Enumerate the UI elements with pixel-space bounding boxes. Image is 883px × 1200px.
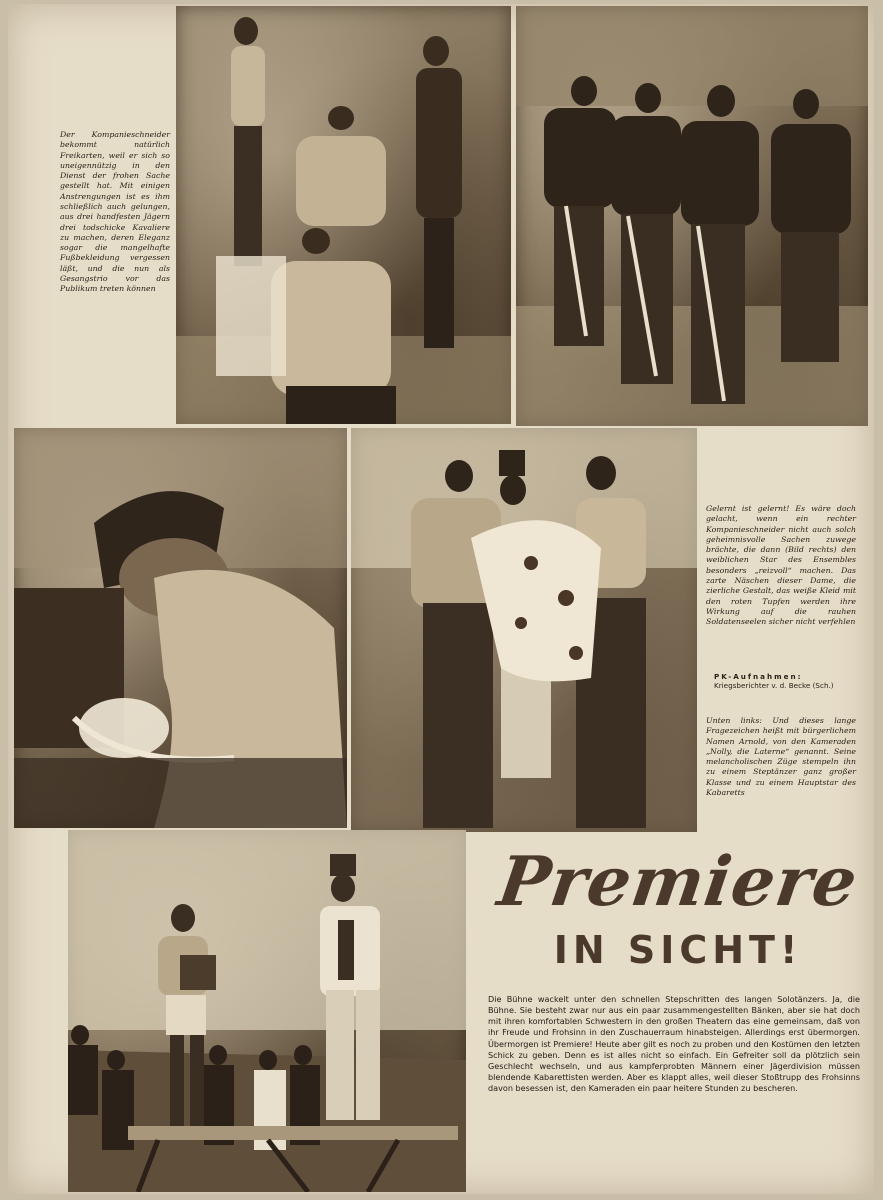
headline-in-sicht: IN SICHT! <box>553 928 803 972</box>
headline-premiere: Premiere <box>493 842 863 922</box>
article-body: Die Bühne wackelt unter den schnellen Stepschritten des langen Solotänzers. Ja, die Bühne. Sie besteht zwar nur aus ein paar zusammengestellten Bänken, aber sie hat doch mit ihren komfortablen Schwestern in den großen Theatern das eine gemeinsam, daß von ihr Freude und Frohsinn in den Zuschauerraum hinabsteigen. Allerdings erst übermorgen. Übermorgen ist Premiere! Heute aber gilt es noch zu proben und den Kostümen den letzten Schick zu geben. Denn es ist alles nicht so einfach. Ein Gefreiter soll da plötzlich sein Geschlecht wechseln, und aus kampferprobten Männern einer Jägerdivision müssen blendende Kabarettisten werden. Aber es klappt alles, weil dieser Stoßtrupp des Frohsinns davon besessen ist, den Kameraden ein paar heitere Stunden zu bescheren. <box>488 994 860 1094</box>
credit-photographer: Kriegsberichter v. d. Becke (Sch.) <box>714 681 834 691</box>
magazine-page <box>8 4 874 1194</box>
caption-female-star: Gelernt ist gelernt! Es wäre doch gelacht, wenn ein rechter Kompanieschneider nicht auch solch geheimnisvolle Sachen zuwege brächte, die dann (Bild rechts) den weiblichen Star des Ensembles besonders „reizvoll“ machen. Das zarte Näschen dieser Dame, die zierliche Gestalt, das weiße Kleid mit den roten Tupfen werden ihre Wirkung auf die rauhen Soldatenseelen sicher nicht verfehlen <box>706 504 856 627</box>
credit-pk: PK-Aufnahmen: <box>714 672 803 681</box>
photo-female-star <box>351 428 697 832</box>
photo-stage-rehearsal <box>68 830 466 1192</box>
photo-credit <box>714 672 864 691</box>
photo-singing-trio <box>516 6 868 426</box>
photo-tailor-fitting <box>176 6 511 424</box>
caption-tap-dancer: Unten links: Und dieses lange Fragezeichen heißt mit bürgerlichem Namen Arnold, von den Kameraden „Nolly, die Laterne“ genannt. Seine melancholischen Züge stempeln ihn zu einem Steptänzer ganz großer Klasse und zu einem Hauptstar des Kabaretts <box>706 716 856 797</box>
photo-sewing-closeup <box>14 428 347 828</box>
caption-tailor: Der Kompanieschneider bekommt natürlich Freikarten, weil er sich so uneigennützig in den Dienst der frohen Sache gestellt hat. Mit einigen Anstrengungen ist es ihm schließlich auch gelungen, aus drei handfesten Jägern drei todschicke Kavaliere zu machen, deren Eleganz sogar die mangelhafte Fußbekleidung vergessen läßt, und die nun als Gesangstrio vor das Publikum treten können <box>60 130 170 294</box>
